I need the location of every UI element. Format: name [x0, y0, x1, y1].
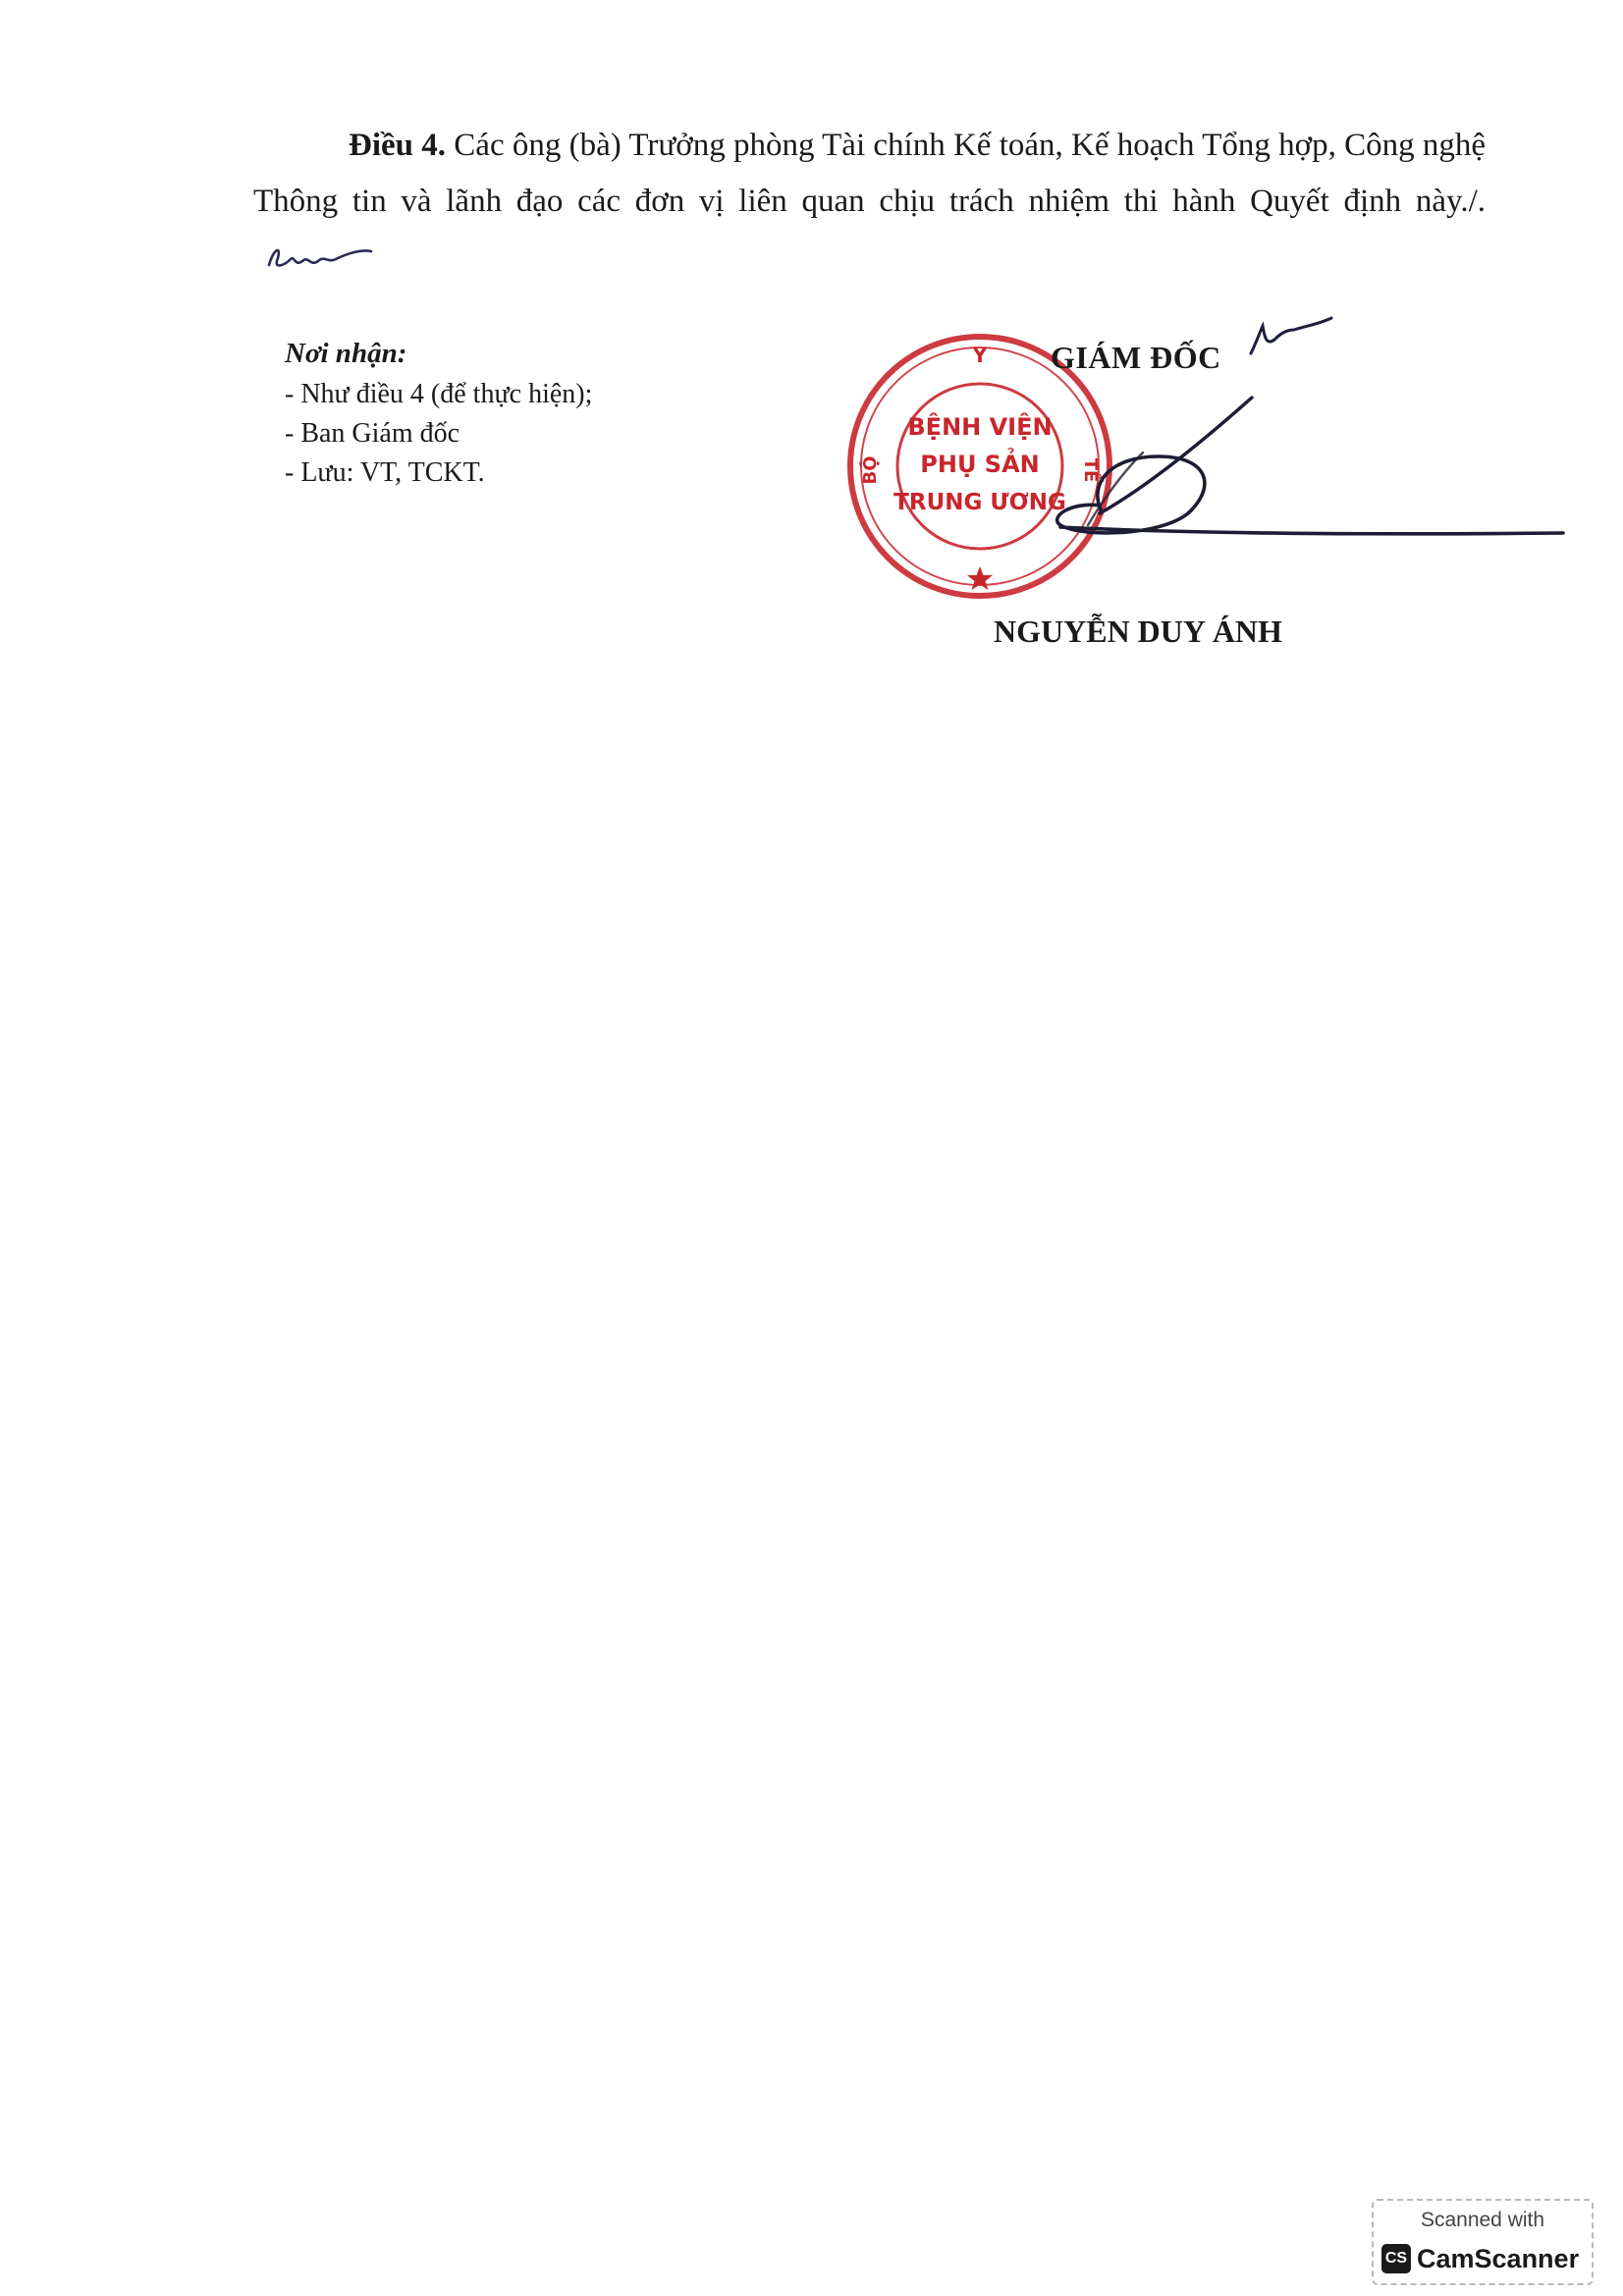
stamp-star-icon — [967, 566, 993, 590]
article-label: Điều 4. — [349, 128, 447, 163]
camscanner-watermark — [1372, 2199, 1594, 2285]
article-text: Các ông (bà) Trưởng phòng Tài chính Kế toán, Kế hoạch Tổng hợp, Công nghệ Thông tin và lãnh đạo các đơn vị liên quan chịu trách nhiệm thi hành Quyết định này./. — [253, 128, 1487, 219]
stamp-line-1: BỆNH VIỆN — [907, 413, 1053, 441]
stamp-left-letters: BỘ — [860, 455, 881, 485]
recipient-item: - Ban Giám đốc — [285, 418, 460, 449]
recipient-item: - Như điều 4 (để thực hiện); — [285, 379, 593, 409]
stamp-top-letter: Y — [972, 344, 988, 367]
recipients-block — [285, 334, 592, 493]
camscanner-logo-icon: CS — [1381, 2244, 1411, 2273]
stamp-line-3: TRUNG ƯƠNG — [893, 490, 1066, 515]
recipient-item: - Lưu: VT, TCKT. — [285, 457, 485, 488]
recipients-title: Nơi nhận: — [285, 338, 407, 369]
watermark-caption: Scanned with — [1420, 2209, 1545, 2231]
director-handwritten-signature — [1041, 309, 1571, 555]
article-4-paragraph — [253, 118, 1486, 286]
signatory-position: GIÁM ĐỐC — [1051, 340, 1221, 375]
watermark-brand: CamScanner — [1417, 2244, 1580, 2273]
paragraph-initial-signature — [263, 240, 373, 279]
stamp-right-letters: TẾ — [1080, 457, 1101, 483]
stamp-line-2: PHỤ SẢN — [920, 451, 1040, 478]
signatory-name: NGUYỄN DUY ÁNH — [994, 614, 1282, 649]
